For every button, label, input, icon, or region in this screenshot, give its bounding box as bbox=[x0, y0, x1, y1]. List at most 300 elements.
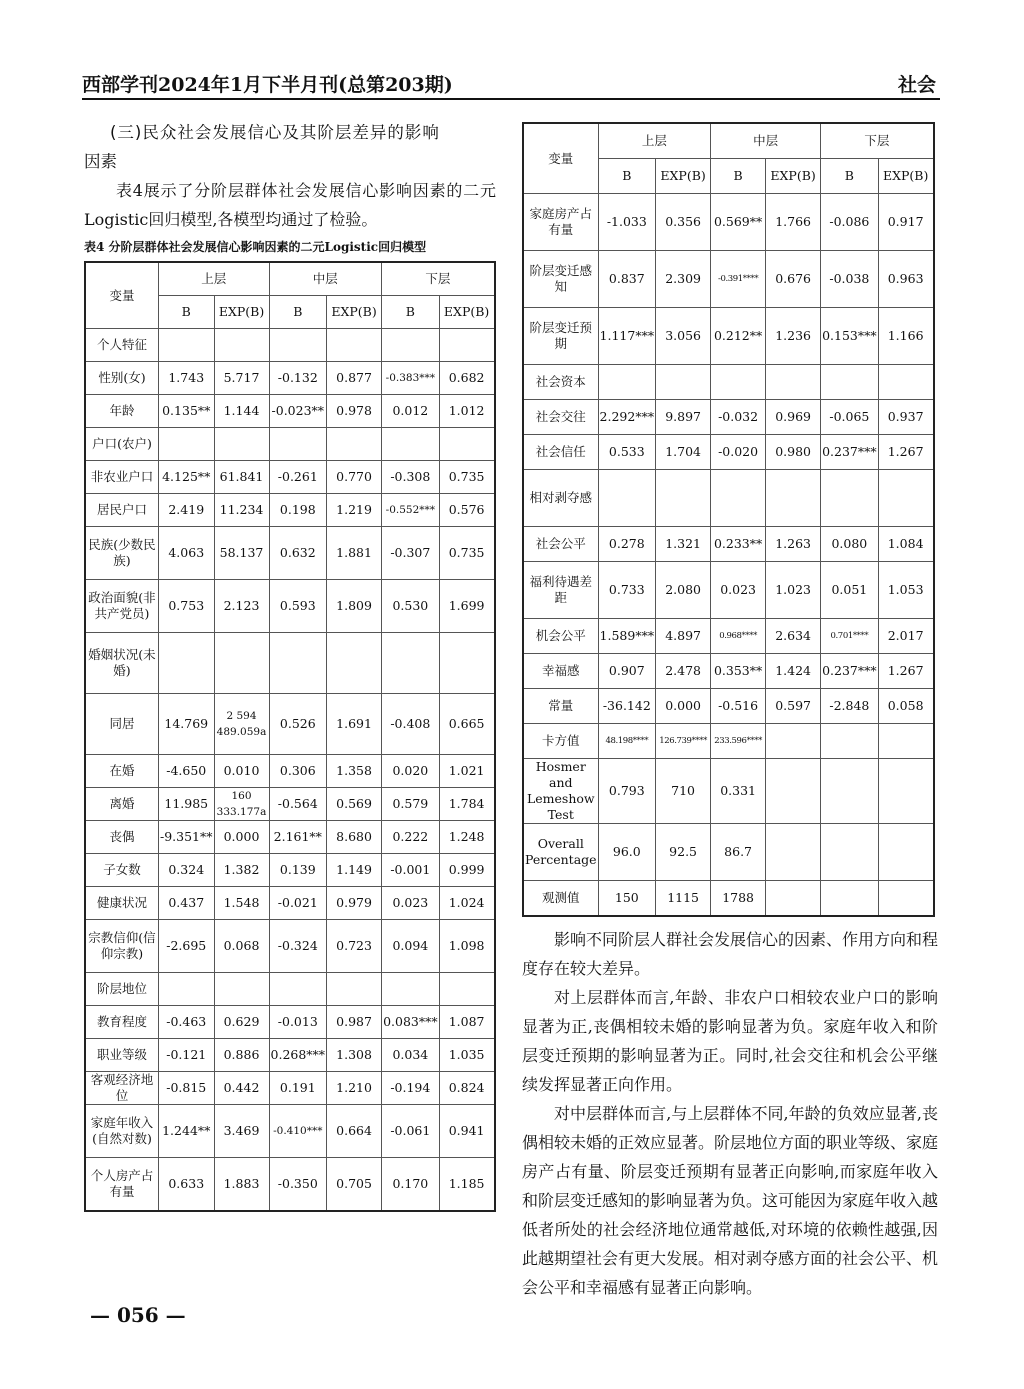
table-row bbox=[523, 194, 934, 251]
row-label: 政治面貌(非共产党员) bbox=[85, 580, 159, 633]
page-number: — 056 — bbox=[90, 1303, 186, 1327]
table-cell: -0.061 bbox=[382, 1105, 440, 1158]
row-label: 民族(少数民族) bbox=[85, 527, 159, 580]
table-cell: 0.268*** bbox=[269, 1039, 327, 1072]
table-cell: 1.308 bbox=[327, 1039, 382, 1072]
table-cell: 0.978 bbox=[327, 395, 382, 428]
table-cell: -4.650 bbox=[159, 755, 215, 788]
row-label: 教育程度 bbox=[85, 1006, 159, 1039]
table-cell: -0.013 bbox=[269, 1006, 327, 1039]
table-cell: 0.968**** bbox=[711, 619, 766, 654]
table-cell bbox=[766, 824, 821, 881]
table-cell bbox=[711, 470, 766, 527]
table-cell bbox=[382, 973, 440, 1006]
table-cell bbox=[878, 881, 934, 917]
table-row bbox=[85, 329, 495, 362]
row-label: 家庭年收入(自然对数) bbox=[85, 1105, 159, 1158]
table-cell bbox=[382, 329, 440, 362]
table-cell: 8.680 bbox=[327, 821, 382, 854]
row-label: 婚姻状况(未婚) bbox=[85, 633, 159, 694]
table-cell: 86.7 bbox=[711, 824, 766, 881]
section-label: 社会 bbox=[897, 74, 936, 96]
row-label: 幸福感 bbox=[523, 654, 598, 689]
table-cell: 0.222 bbox=[382, 821, 440, 854]
table-cell: 0.023 bbox=[711, 562, 766, 619]
table-cell: 0.941 bbox=[439, 1105, 495, 1158]
table-row bbox=[523, 562, 934, 619]
table-cell bbox=[821, 759, 879, 824]
regression-table-part2 bbox=[522, 122, 935, 917]
table-row bbox=[523, 724, 934, 759]
table-cell: 1.358 bbox=[327, 755, 382, 788]
table-cell: -0.023** bbox=[269, 395, 327, 428]
table-cell: 0.837 bbox=[598, 251, 656, 308]
table-cell: 0.664 bbox=[327, 1105, 382, 1158]
table-row bbox=[85, 362, 495, 395]
row-label: 在婚 bbox=[85, 755, 159, 788]
table-cell: 0.576 bbox=[439, 494, 495, 527]
table-cell bbox=[821, 724, 879, 759]
table-cell: 2 594 489.059a bbox=[214, 694, 269, 755]
table-cell: 0.023 bbox=[382, 887, 440, 920]
row-label: 宗教信仰(信仰宗教) bbox=[85, 920, 159, 973]
table-cell: 1.321 bbox=[656, 527, 711, 562]
table-cell: 0.353** bbox=[711, 654, 766, 689]
table-cell: 1.267 bbox=[878, 654, 934, 689]
table-cell: -2.695 bbox=[159, 920, 215, 973]
table-cell: -0.552*** bbox=[382, 494, 440, 527]
table-cell: 1.023 bbox=[766, 562, 821, 619]
table-row bbox=[85, 580, 495, 633]
table-row bbox=[523, 400, 934, 435]
table-cell: 48.198**** bbox=[598, 724, 656, 759]
table-row bbox=[85, 920, 495, 973]
table-cell: 2.161** bbox=[269, 821, 327, 854]
table-cell bbox=[214, 329, 269, 362]
table-cell bbox=[439, 973, 495, 1006]
table-row bbox=[85, 428, 495, 461]
table-cell: 0.999 bbox=[439, 854, 495, 887]
row-label: 性别(女) bbox=[85, 362, 159, 395]
table-cell: 0.682 bbox=[439, 362, 495, 395]
table-cell: 0.324 bbox=[159, 854, 215, 887]
table-cell: -0.032 bbox=[711, 400, 766, 435]
row-label: 社会资本 bbox=[523, 365, 598, 400]
table-cell: 0.733 bbox=[598, 562, 656, 619]
table-cell: 0.094 bbox=[382, 920, 440, 973]
paragraph: 对上层群体而言,年龄、非农户口相较农业户口的影响显著为正,丧偶相较未婚的影响显著为负。家庭年收入和阶层变迁预期的影响显著为正。同时,社会交往和机会公平继续发挥显著正向作用。 bbox=[522, 988, 938, 1094]
table-cell: 1.784 bbox=[439, 788, 495, 821]
table-cell: 1.809 bbox=[327, 580, 382, 633]
table-cell: 0.237*** bbox=[821, 654, 879, 689]
row-label: 个人特征 bbox=[85, 329, 159, 362]
table-cell: 1.084 bbox=[878, 527, 934, 562]
table-cell: 0.665 bbox=[439, 694, 495, 755]
table-row bbox=[85, 854, 495, 887]
table-cell: -0.383*** bbox=[382, 362, 440, 395]
table-cell: 0.980 bbox=[766, 435, 821, 470]
table-cell: 2.080 bbox=[656, 562, 711, 619]
table-cell: -0.261 bbox=[269, 461, 327, 494]
regression-table-part1 bbox=[84, 261, 496, 1212]
table-cell: 1.087 bbox=[439, 1006, 495, 1039]
table-cell: 0.579 bbox=[382, 788, 440, 821]
table-cell: 1.248 bbox=[439, 821, 495, 854]
table-cell: 2.478 bbox=[656, 654, 711, 689]
table-cell: -1.033 bbox=[598, 194, 656, 251]
table-cell: 0.633 bbox=[159, 1158, 215, 1212]
table-cell: 0.000 bbox=[656, 689, 711, 724]
table-cell: 96.0 bbox=[598, 824, 656, 881]
table-cell: 1788 bbox=[711, 881, 766, 917]
table-cell bbox=[327, 633, 382, 694]
row-label: 福利待遇差距 bbox=[523, 562, 598, 619]
table-row bbox=[85, 821, 495, 854]
table-cell: 2.292*** bbox=[598, 400, 656, 435]
table-cell bbox=[327, 329, 382, 362]
table-cell bbox=[159, 329, 215, 362]
table-cell bbox=[598, 470, 656, 527]
table-cell: 160 333.177a bbox=[214, 788, 269, 821]
table-cell bbox=[821, 824, 879, 881]
table-cell: -0.324 bbox=[269, 920, 327, 973]
table-cell: 0.886 bbox=[214, 1039, 269, 1072]
table-cell bbox=[269, 329, 327, 362]
table-cell: 11.985 bbox=[159, 788, 215, 821]
table-cell: 1.244** bbox=[159, 1105, 215, 1158]
table-cell: 1.883 bbox=[214, 1158, 269, 1212]
table-cell: 0.437 bbox=[159, 887, 215, 920]
table-row bbox=[85, 788, 495, 821]
table-cell: 0.000 bbox=[214, 821, 269, 854]
table-cell: -36.142 bbox=[598, 689, 656, 724]
table-cell: 0.569 bbox=[327, 788, 382, 821]
table-row bbox=[85, 633, 495, 694]
right-column bbox=[522, 122, 938, 1302]
table-cell: 0.237*** bbox=[821, 435, 879, 470]
row-label: 社会信任 bbox=[523, 435, 598, 470]
table-cell: 1.185 bbox=[439, 1158, 495, 1212]
table-cell: 2.017 bbox=[878, 619, 934, 654]
table-cell bbox=[821, 470, 879, 527]
table-cell bbox=[878, 365, 934, 400]
table-cell: 1.098 bbox=[439, 920, 495, 973]
table-cell: 0.877 bbox=[327, 362, 382, 395]
table-row bbox=[85, 1105, 495, 1158]
table-cell: -0.564 bbox=[269, 788, 327, 821]
table-cell: 1.589*** bbox=[598, 619, 656, 654]
var-header: 变量 bbox=[85, 262, 159, 329]
table-cell: 0.701**** bbox=[821, 619, 879, 654]
table-cell: 1.021 bbox=[439, 755, 495, 788]
table-cell: -0.038 bbox=[821, 251, 879, 308]
table-row bbox=[523, 881, 934, 917]
section-title-cont: 因素 bbox=[84, 152, 117, 171]
table-row bbox=[85, 1072, 495, 1105]
table-cell: 0.632 bbox=[269, 527, 327, 580]
table-cell: 0.198 bbox=[269, 494, 327, 527]
table-cell: 0.153*** bbox=[821, 308, 879, 365]
table-cell: 0.937 bbox=[878, 400, 934, 435]
table-cell bbox=[159, 633, 215, 694]
table-cell: 0.083*** bbox=[382, 1006, 440, 1039]
row-label: 阶层地位 bbox=[85, 973, 159, 1006]
table-cell: -0.815 bbox=[159, 1072, 215, 1105]
table-cell: 0.020 bbox=[382, 755, 440, 788]
table-row bbox=[85, 1006, 495, 1039]
table-cell: -0.516 bbox=[711, 689, 766, 724]
table-cell bbox=[269, 428, 327, 461]
row-label: 家庭房产占有量 bbox=[523, 194, 598, 251]
table-cell: 0.597 bbox=[766, 689, 821, 724]
table-cell: 1.210 bbox=[327, 1072, 382, 1105]
sub-header: B bbox=[269, 296, 327, 329]
table-cell bbox=[878, 759, 934, 824]
table-cell: 0.735 bbox=[439, 527, 495, 580]
table-cell: -0.463 bbox=[159, 1006, 215, 1039]
table-cell: 0.569** bbox=[711, 194, 766, 251]
table-cell: 1.766 bbox=[766, 194, 821, 251]
table-cell: -0.001 bbox=[382, 854, 440, 887]
row-label: 个人房产占有量 bbox=[85, 1158, 159, 1212]
sub-header: EXP(B) bbox=[214, 296, 269, 329]
page-header bbox=[82, 70, 940, 100]
row-label: 客观经济地位 bbox=[85, 1072, 159, 1105]
table-cell: 0.233** bbox=[711, 527, 766, 562]
row-label: 相对剥夺感 bbox=[523, 470, 598, 527]
table-cell: 5.717 bbox=[214, 362, 269, 395]
row-label: 阶层变迁感知 bbox=[523, 251, 598, 308]
group-header: 中层 bbox=[269, 262, 382, 296]
table-cell: -0.086 bbox=[821, 194, 879, 251]
table-cell: 1.166 bbox=[878, 308, 934, 365]
table-cell bbox=[214, 633, 269, 694]
table-cell bbox=[382, 428, 440, 461]
table-cell: 1.035 bbox=[439, 1039, 495, 1072]
sub-header: EXP(B) bbox=[327, 296, 382, 329]
row-label: 非农业户口 bbox=[85, 461, 159, 494]
table-row bbox=[523, 689, 934, 724]
table-cell bbox=[439, 428, 495, 461]
table-cell bbox=[159, 973, 215, 1006]
table-cell: 0.987 bbox=[327, 1006, 382, 1039]
table-cell: 0.139 bbox=[269, 854, 327, 887]
table-cell: 0.753 bbox=[159, 580, 215, 633]
table-cell: 0.306 bbox=[269, 755, 327, 788]
table-cell: -0.307 bbox=[382, 527, 440, 580]
table-cell: 92.5 bbox=[656, 824, 711, 881]
table-row bbox=[523, 619, 934, 654]
table-cell: 1.024 bbox=[439, 887, 495, 920]
table-caption: 表4 分阶层群体社会发展信心影响因素的二元Logistic回归模型 bbox=[84, 240, 427, 254]
table-cell bbox=[766, 470, 821, 527]
table-cell: 1.382 bbox=[214, 854, 269, 887]
table-cell: -0.408 bbox=[382, 694, 440, 755]
row-label: 年龄 bbox=[85, 395, 159, 428]
table-row bbox=[85, 461, 495, 494]
table-cell: 1.743 bbox=[159, 362, 215, 395]
table-row bbox=[523, 470, 934, 527]
table-cell: 0.212** bbox=[711, 308, 766, 365]
table-cell: 4.125** bbox=[159, 461, 215, 494]
table-cell: 233.596**** bbox=[711, 724, 766, 759]
header-rule bbox=[82, 98, 940, 100]
table-cell: 126.739**** bbox=[656, 724, 711, 759]
table-row bbox=[523, 759, 934, 824]
table-cell: 1115 bbox=[656, 881, 711, 917]
table-row bbox=[85, 1158, 495, 1212]
table-row bbox=[523, 365, 934, 400]
sub-header: B bbox=[711, 159, 766, 194]
sub-header: B bbox=[821, 159, 879, 194]
table-cell: 0.058 bbox=[878, 689, 934, 724]
table-cell: 9.897 bbox=[656, 400, 711, 435]
table-cell: 0.526 bbox=[269, 694, 327, 755]
table-row bbox=[85, 494, 495, 527]
table-cell: 0.010 bbox=[214, 755, 269, 788]
paragraph: 对中层群体而言,与上层群体不同,年龄的负效应显著,丧偶相较未婚的正效应显著。阶层地位方面的职业等级、家庭房产占有量、阶层变迁预期有显著正向影响,而家庭年收入和阶层变迁感知的影响显著为负。这可能因为家庭年收入越低者所处的社会经济地位通常越低,对环境的依赖性越强,因此越期望社会有更大发展。相对剥夺感方面的社会公平、机会公平和幸福感有显著正向影响。 bbox=[522, 1104, 939, 1297]
table-cell: 4.897 bbox=[656, 619, 711, 654]
table-cell: 0.356 bbox=[656, 194, 711, 251]
table-cell bbox=[327, 973, 382, 1006]
table-cell bbox=[269, 633, 327, 694]
table-cell: 1.219 bbox=[327, 494, 382, 527]
row-label: 机会公平 bbox=[523, 619, 598, 654]
table-cell: -0.021 bbox=[269, 887, 327, 920]
table-cell: -2.848 bbox=[821, 689, 879, 724]
table-cell: 1.699 bbox=[439, 580, 495, 633]
table-cell: 0.723 bbox=[327, 920, 382, 973]
table-cell: 0.533 bbox=[598, 435, 656, 470]
table-row bbox=[85, 887, 495, 920]
table-cell bbox=[766, 881, 821, 917]
table-cell bbox=[766, 759, 821, 824]
group-header: 上层 bbox=[159, 262, 270, 296]
table-cell: 1.236 bbox=[766, 308, 821, 365]
sub-header: EXP(B) bbox=[766, 159, 821, 194]
sub-header: B bbox=[159, 296, 215, 329]
body-text bbox=[522, 925, 938, 1302]
table-row bbox=[85, 1039, 495, 1072]
row-label: 离婚 bbox=[85, 788, 159, 821]
table-cell bbox=[327, 428, 382, 461]
table-cell bbox=[269, 973, 327, 1006]
sub-header: B bbox=[598, 159, 656, 194]
row-label: Overall Percentage bbox=[523, 824, 598, 881]
table-cell: 58.137 bbox=[214, 527, 269, 580]
table-cell: 0.593 bbox=[269, 580, 327, 633]
table-cell bbox=[878, 470, 934, 527]
table-cell: 0.969 bbox=[766, 400, 821, 435]
table-cell: 0.331 bbox=[711, 759, 766, 824]
row-label: 阶层变迁预期 bbox=[523, 308, 598, 365]
table-cell: -0.308 bbox=[382, 461, 440, 494]
table-row bbox=[85, 973, 495, 1006]
left-column bbox=[84, 118, 496, 1212]
table-row bbox=[523, 435, 934, 470]
row-label: Hosmer and Lemeshow Test bbox=[523, 759, 598, 824]
sub-header: B bbox=[382, 296, 440, 329]
table-cell bbox=[656, 365, 711, 400]
table-cell: 0.068 bbox=[214, 920, 269, 973]
table-cell: -0.194 bbox=[382, 1072, 440, 1105]
table-cell: 0.080 bbox=[821, 527, 879, 562]
table-cell: 61.841 bbox=[214, 461, 269, 494]
table-cell bbox=[382, 633, 440, 694]
table-cell bbox=[656, 470, 711, 527]
row-label: 社会交往 bbox=[523, 400, 598, 435]
table-cell: 0.676 bbox=[766, 251, 821, 308]
table-row bbox=[85, 694, 495, 755]
table-cell bbox=[214, 973, 269, 1006]
table-cell: 1.144 bbox=[214, 395, 269, 428]
table-cell: 3.469 bbox=[214, 1105, 269, 1158]
table-cell bbox=[439, 329, 495, 362]
row-label: 丧偶 bbox=[85, 821, 159, 854]
table-cell: -0.065 bbox=[821, 400, 879, 435]
table-cell: 0.705 bbox=[327, 1158, 382, 1212]
table-cell bbox=[878, 824, 934, 881]
row-label: 观测值 bbox=[523, 881, 598, 917]
table-cell: 0.012 bbox=[382, 395, 440, 428]
table-cell: 0.979 bbox=[327, 887, 382, 920]
table-cell: 1.053 bbox=[878, 562, 934, 619]
group-header: 上层 bbox=[598, 123, 711, 159]
table-cell: 1.012 bbox=[439, 395, 495, 428]
table-cell: 0.793 bbox=[598, 759, 656, 824]
table-row bbox=[523, 654, 934, 689]
table-row bbox=[523, 824, 934, 881]
table-cell bbox=[766, 724, 821, 759]
table-row bbox=[523, 308, 934, 365]
table-cell: 0.135** bbox=[159, 395, 215, 428]
sub-header: EXP(B) bbox=[878, 159, 934, 194]
table-cell bbox=[598, 365, 656, 400]
table-cell: 0.770 bbox=[327, 461, 382, 494]
table-cell: 14.769 bbox=[159, 694, 215, 755]
table-row bbox=[523, 527, 934, 562]
table-cell: -0.391**** bbox=[711, 251, 766, 308]
table-cell bbox=[159, 428, 215, 461]
var-header: 变量 bbox=[523, 123, 598, 194]
row-label: 职业等级 bbox=[85, 1039, 159, 1072]
table-cell: 0.278 bbox=[598, 527, 656, 562]
table-cell: 0.051 bbox=[821, 562, 879, 619]
row-label: 卡方值 bbox=[523, 724, 598, 759]
table-row bbox=[523, 251, 934, 308]
table-cell: -0.410*** bbox=[269, 1105, 327, 1158]
sub-header: EXP(B) bbox=[439, 296, 495, 329]
table-cell: 0.170 bbox=[382, 1158, 440, 1212]
table-cell: -0.121 bbox=[159, 1039, 215, 1072]
table-row bbox=[85, 395, 495, 428]
table-cell: 1.117*** bbox=[598, 308, 656, 365]
table-cell: -9.351** bbox=[159, 821, 215, 854]
table-cell bbox=[878, 724, 934, 759]
group-header: 下层 bbox=[821, 123, 934, 159]
intro-paragraph: 表4展示了分阶层群体社会发展信心影响因素的二元Logistic回归模型,各模型均通过了检验。 bbox=[84, 181, 496, 229]
table-cell: 0.442 bbox=[214, 1072, 269, 1105]
table-cell: 11.234 bbox=[214, 494, 269, 527]
table-cell bbox=[821, 881, 879, 917]
row-label: 健康状况 bbox=[85, 887, 159, 920]
table-cell: 2.123 bbox=[214, 580, 269, 633]
table-cell: 150 bbox=[598, 881, 656, 917]
table-cell: 3.056 bbox=[656, 308, 711, 365]
table-cell: 0.034 bbox=[382, 1039, 440, 1072]
table-cell: 4.063 bbox=[159, 527, 215, 580]
table-cell: 0.963 bbox=[878, 251, 934, 308]
